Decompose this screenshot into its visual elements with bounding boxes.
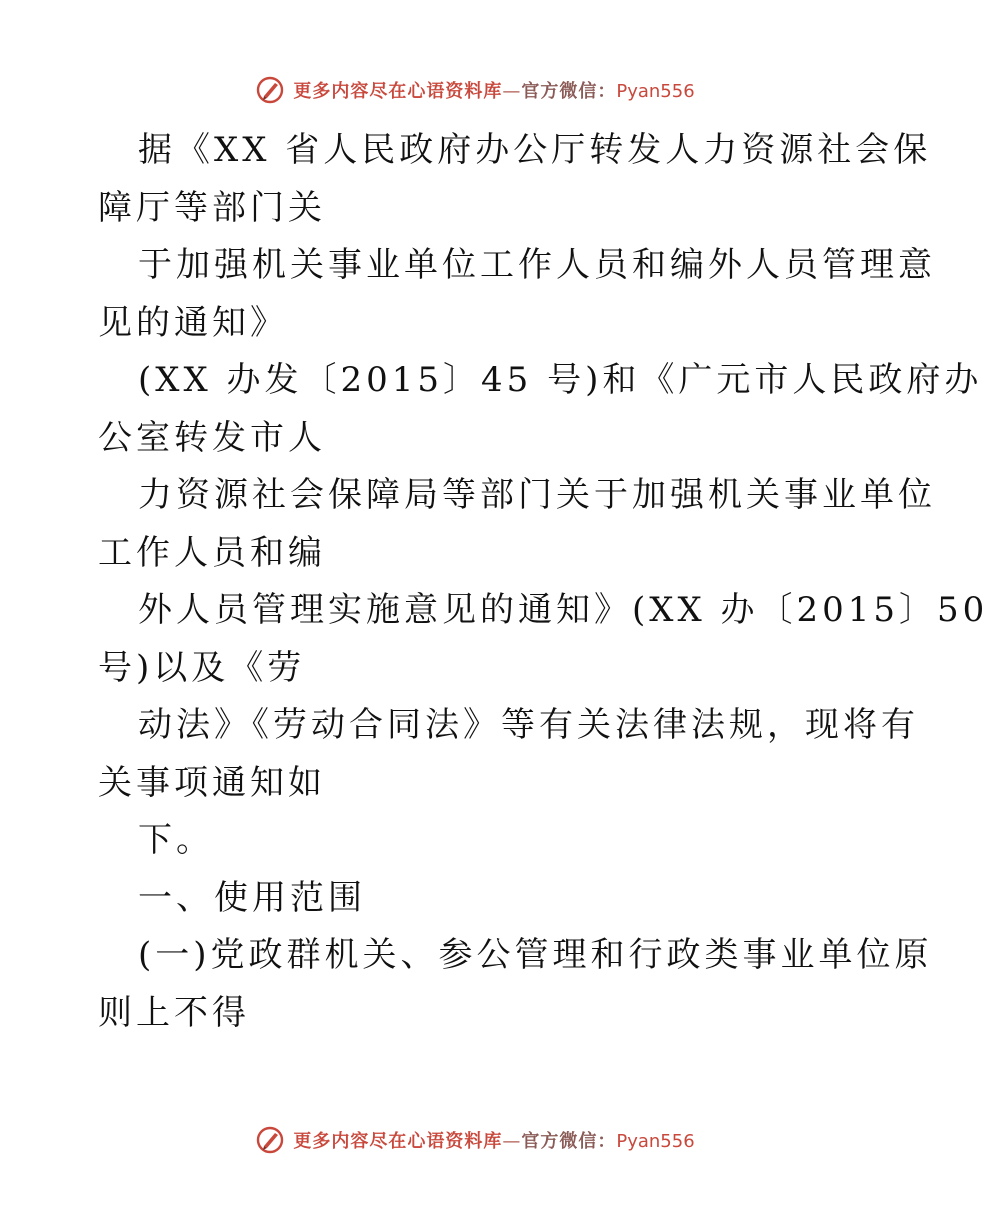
paragraph: 外人员管理实施意见的通知》(XX 办〔2015〕50 号)以及《劳 <box>98 590 988 688</box>
watermark-text: 更多内容尽在心语资料库—官方微信：Pyan556 <box>293 81 695 102</box>
footer-watermark <box>0 1124 950 1156</box>
paragraph: 力资源社会保障局等部门关于加强机关事业单位 工作人员和编 <box>98 475 936 573</box>
header-watermark <box>0 74 950 106</box>
paragraph: 据《XX 省人民政府办公厅转发人力资源社会保 障厅等部门关 <box>98 130 932 228</box>
watermark-text: 更多内容尽在心语资料库—官方微信：Pyan556 <box>293 1131 695 1152</box>
paragraph: 下。 <box>138 820 214 860</box>
pen-seal-icon <box>255 75 285 105</box>
paragraph: 动法》《劳动合同法》等有关法律法规，现将有 关事项通知如 <box>98 705 919 803</box>
paragraph: 于加强机关事业单位工作人员和编外人员管理意 见的通知》 <box>98 245 936 343</box>
body-text <box>98 122 988 1042</box>
section-heading: 一、使用范围 <box>138 877 366 918</box>
paragraph: (XX 办发〔2015〕45 号)和《广元市人民政府办 公室转发市人 <box>98 360 983 458</box>
paragraph: (一)党政群机关、参公管理和行政类事业单位原 则上不得 <box>98 935 933 1033</box>
pen-seal-icon <box>255 1125 285 1155</box>
